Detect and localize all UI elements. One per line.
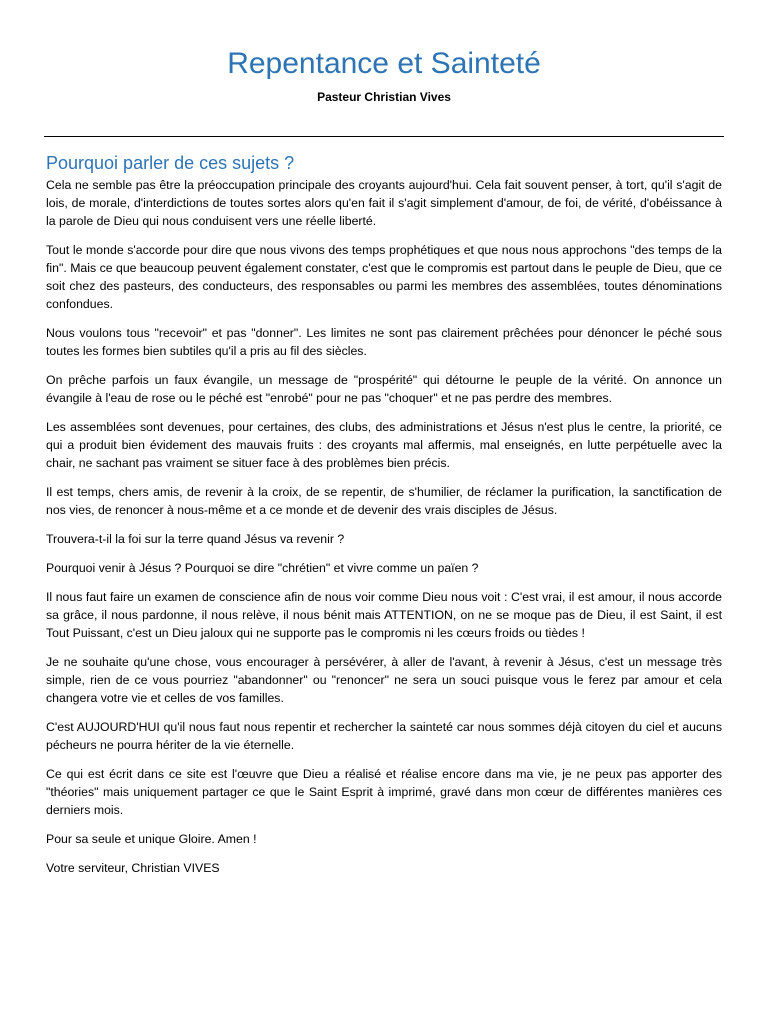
header-divider <box>44 136 724 137</box>
paragraph-assemblies: Les assemblées sont devenues, pour certaines, des clubs, des administrations et Jésus n'est plus le centre, la priorité, ce qui a produit bien évidement des mauvais fruits : des croyants mal affermis, mal enseignés, en lutte perpétuelle avec la chair, ne sachant pas vraiment se situer face à des problèmes bien précis. <box>46 420 722 470</box>
paragraph-faith-question: Trouvera-t-il la foi sur la terre quand Jésus va revenir ? <box>46 532 345 546</box>
document-title: Repentance et Sainteté <box>227 47 541 80</box>
paragraph-intro: Cela ne semble pas être la préoccupation principale des croyants aujourd'hui. Cela fait souvent penser, à tort, qu'il s'agit de lois, de morale, d'interdictions de toutes sortes alors qu'en fait il s'agit simplement d'amour, de foi, de vérité, d'obéissance à la parole de Dieu qui nous conduisent vers une réelle liberté. <box>46 178 722 228</box>
paragraph-receive: Nous voulons tous "recevoir" et pas "donner". Les limites ne sont pas clairement prêchées pour dénoncer le péché sous toutes les formes bien subtiles qu'il a pris au fil des siècles. <box>46 326 722 358</box>
paragraph-return-to-cross: Il est temps, chers amis, de revenir à la croix, de se repentir, de s'humilier, de réclamer la purification, la sanctification de nos vies, de renoncer à nous-même et a ce monde et de devenir des vrais disciples de Jésus. <box>46 485 722 517</box>
paragraph-signature: Votre serviteur, Christian VIVES <box>46 861 220 875</box>
paragraph-false-gospel: On prêche parfois un faux évangile, un message de "prospérité" qui détourne le peuple de la vérité. On annonce un évangile à l'eau de rose ou le péché est "enrobé" pour ne pas "choquer" et ne pas perdre des membres. <box>46 373 722 405</box>
paragraph-end-times: Tout le monde s'accorde pour dire que nous vivons des temps prophétiques et que nous nous approchons "des temps de la fin". Mais ce que beaucoup peuvent également constater, c'est que le compromis est partout dans le peuple de Dieu, que ce soit chez des pasteurs, des conducteurs, des responsables ou parmi les membres des assemblées, toutes dénominations confondues. <box>46 243 722 311</box>
document-body <box>46 150 722 888</box>
document-author: Pasteur Christian Vives <box>317 90 451 104</box>
paragraph-why-jesus: Pourquoi venir à Jésus ? Pourquoi se dire "chrétien" et vivre comme un païen ? <box>46 561 479 575</box>
paragraph-site-work: Ce qui est écrit dans ce site est l'œuvre que Dieu a réalisé et réalise encore dans ma vie, je ne peux pas apporter des "théories" mais uniquement partager ce que le Saint Esprit à imprimé, gravé dans mon cœur de différentes manières ces derniers mois. <box>46 767 722 817</box>
paragraph-glory: Pour sa seule et unique Gloire. Amen ! <box>46 832 257 846</box>
section-heading: Pourquoi parler de ces sujets ? <box>46 153 295 173</box>
paragraph-examination: Il nous faut faire un examen de conscience afin de nous voir comme Dieu nous voit : C'est vrai, il est amour, il nous accorde sa grâce, il nous pardonne, il nous relève, il nous bénit mais ATTENTION, on ne se moque pas de Dieu, il est Saint, il est Tout Puissant, c'est un Dieu jaloux qui ne supporte pas le compromis ni les cœurs froids ou tièdes ! <box>46 590 722 640</box>
paragraph-encourage: Je ne souhaite qu'une chose, vous encourager à persévérer, à aller de l'avant, à revenir à Jésus, c'est un message très simple, rien de ce vous pourriez "abandonner" ou "renoncer" ne sera un souci puisque vous le ferez par amour et cela changera votre vie et celles de vos familles. <box>46 655 722 705</box>
paragraph-today: C'est AUJOURD'HUI qu'il nous faut nous repentir et rechercher la sainteté car nous sommes déjà citoyen du ciel et aucuns pécheurs ne pourra hériter de la vie éternelle. <box>46 720 722 752</box>
